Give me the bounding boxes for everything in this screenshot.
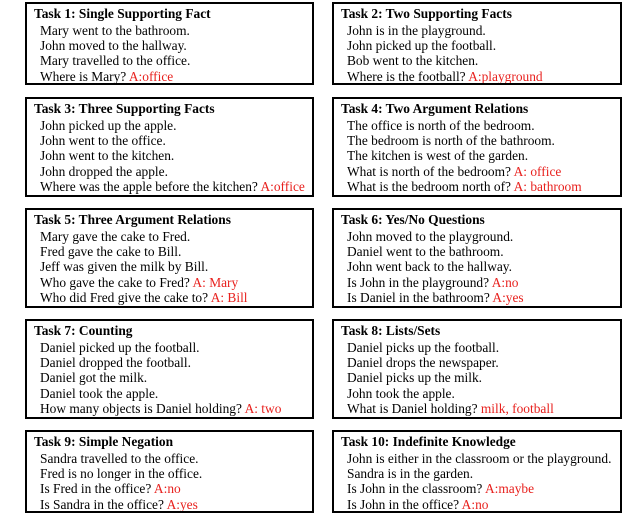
line-question: Is John in the playground? xyxy=(347,274,492,290)
task-title: Task 1: Single Supporting Fact xyxy=(34,6,211,21)
question-text: How many objects is Daniel holding? xyxy=(40,400,242,416)
task-title: Task 2: Two Supporting Facts xyxy=(341,6,512,21)
task-line: Sandra travelled to the office. xyxy=(40,451,199,466)
line-answer: A:no xyxy=(491,274,519,290)
question-row xyxy=(34,290,312,305)
question-row xyxy=(34,401,312,416)
task-line: John moved to the playground. xyxy=(347,229,514,244)
task-title: Task 4: Two Argument Relations xyxy=(341,101,529,116)
question-row xyxy=(34,69,312,84)
question-text: Is Sandra in the office? xyxy=(40,496,164,512)
question-text: Where is Mary? xyxy=(40,68,127,84)
answer-text: A:no xyxy=(461,496,489,512)
task-box-6 xyxy=(332,208,622,308)
task-line: Daniel dropped the football. xyxy=(40,355,191,371)
task-line: John took the apple. xyxy=(347,385,455,401)
task-line: John went back to the hallway. xyxy=(347,259,512,275)
task-line xyxy=(341,275,620,290)
question-text: Who did Fred give the cake to? xyxy=(40,289,209,305)
answer-text: A:office xyxy=(128,68,174,84)
task-line: Daniel got the milk. xyxy=(40,370,148,386)
question-text: What is the bedroom north of? xyxy=(347,178,511,194)
task-line: John is either in the classroom or the playground. xyxy=(347,451,612,466)
task-line: Daniel picked up the football. xyxy=(40,340,200,355)
question-row xyxy=(341,179,620,194)
task-line xyxy=(341,481,620,496)
task-box-1 xyxy=(25,2,314,85)
task-line: Fred gave the cake to Bill. xyxy=(40,244,182,260)
task-box-7 xyxy=(25,319,314,419)
task-box-9 xyxy=(25,430,314,513)
task-line: Bob went to the kitchen. xyxy=(347,53,479,69)
task-line: John went to the kitchen. xyxy=(40,148,175,164)
answer-text: A: two xyxy=(244,400,282,416)
task-line: John picked up the football. xyxy=(347,38,497,54)
task-line: Daniel drops the newspaper. xyxy=(347,355,499,371)
task-line: Sandra is in the garden. xyxy=(347,466,474,482)
task-line xyxy=(34,275,312,290)
task-title: Task 6: Yes/No Questions xyxy=(341,212,485,227)
answer-text: A:office xyxy=(260,178,305,194)
task-title: Task 7: Counting xyxy=(34,323,133,338)
task-line: Fred is no longer in the office. xyxy=(40,466,203,482)
task-line: John is in the playground. xyxy=(347,23,486,38)
task-line: Mary travelled to the office. xyxy=(40,53,191,69)
task-line: Daniel took the apple. xyxy=(40,385,159,401)
answer-text: milk, football xyxy=(480,400,554,416)
task-box-2 xyxy=(332,2,622,85)
question-row xyxy=(341,497,620,512)
task-line: John went to the office. xyxy=(40,133,166,149)
task-box-3 xyxy=(25,97,314,197)
question-row xyxy=(341,290,620,305)
line-answer: A:maybe xyxy=(484,481,535,497)
task-line: Mary gave the cake to Fred. xyxy=(40,229,191,244)
answer-text: A: bathroom xyxy=(513,178,582,194)
answer-text: A:playground xyxy=(468,68,543,84)
task-title: Task 5: Three Argument Relations xyxy=(34,212,231,227)
line-answer: A: office xyxy=(513,163,562,179)
task-line: Jeff was given the milk by Bill. xyxy=(40,259,209,275)
task-title: Task 9: Simple Negation xyxy=(34,434,174,449)
question-text: Where was the apple before the kitchen? xyxy=(40,178,258,194)
task-line xyxy=(34,481,312,496)
line-answer: A:no xyxy=(153,481,181,497)
question-row xyxy=(34,179,312,194)
task-line: Mary went to the bathroom. xyxy=(40,23,190,38)
task-line: Daniel went to the bathroom. xyxy=(347,244,504,260)
task-line xyxy=(341,164,620,179)
task-line: Daniel picks up the milk. xyxy=(347,370,482,386)
question-text: What is Daniel holding? xyxy=(347,400,478,416)
task-line: The bedroom is north of the bathroom. xyxy=(347,133,555,149)
task-box-5 xyxy=(25,208,314,308)
line-question: Who gave the cake to Fred? xyxy=(40,274,193,290)
task-line: John moved to the hallway. xyxy=(40,38,187,54)
question-row xyxy=(341,401,620,416)
line-question: Is John in the classroom? xyxy=(347,481,485,497)
question-row xyxy=(341,69,620,84)
task-box-8 xyxy=(332,319,622,419)
question-row xyxy=(34,497,312,512)
task-box-4 xyxy=(332,97,622,197)
line-question: What is north of the bedroom? xyxy=(347,163,514,179)
task-title: Task 10: Indefinite Knowledge xyxy=(341,434,516,449)
line-question: Is Fred in the office? xyxy=(40,481,154,497)
answer-text: A:yes xyxy=(492,289,524,305)
task-line: The office is north of the bedroom. xyxy=(347,118,535,133)
task-line: The kitchen is west of the garden. xyxy=(347,148,529,164)
task-title: Task 3: Three Supporting Facts xyxy=(34,101,215,116)
task-line: John dropped the apple. xyxy=(40,163,168,179)
answer-text: A:yes xyxy=(166,496,198,512)
task-box-10 xyxy=(332,430,622,513)
task-title: Task 8: Lists/Sets xyxy=(341,323,441,338)
answer-text: A: Bill xyxy=(210,289,248,305)
task-line: John picked up the apple. xyxy=(40,118,177,133)
line-answer: A: Mary xyxy=(192,274,239,290)
question-text: Is John in the office? xyxy=(347,496,460,512)
question-text: Is Daniel in the bathroom? xyxy=(347,289,490,305)
question-text: Where is the football? xyxy=(347,68,466,84)
task-line: Daniel picks up the football. xyxy=(347,340,500,355)
